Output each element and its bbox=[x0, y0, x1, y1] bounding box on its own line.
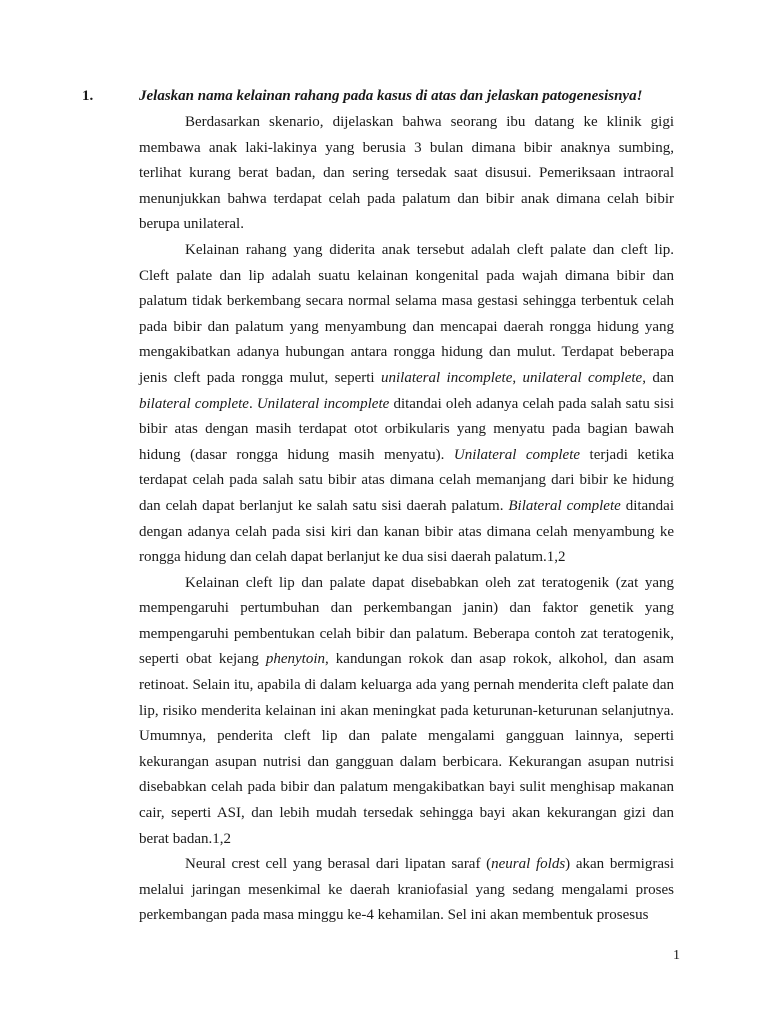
italic-term: Bilateral complete bbox=[508, 497, 621, 514]
body-paragraph bbox=[139, 852, 674, 929]
text-run: ditandai dengan adanya celah pada sisi kiri dan kanan bibir atas dimana celah menyambung ke rongga hidung dan celah dapat berlanjut ke dua sisi daerah palatum.1,2 bbox=[139, 497, 675, 566]
body-paragraph bbox=[139, 571, 674, 853]
italic-term: unilateral incomplete bbox=[381, 369, 513, 386]
text-run: ditandai oleh adanya celah pada salah satu sisi bibir atas dengan masih terdapat otot orbikularis yang menyatu pada bagian bawah hidung (dasar rongga hidung masih menyatu). bbox=[139, 395, 674, 463]
question-number: 1. bbox=[82, 88, 94, 104]
text-run: , kandungan rokok dan asap rokok, alkohol, dan asam retinoat. Selain itu, apabila di dalam keluarga ada yang pernah menderita cleft palate dan lip, risiko menderita kelainan ini akan meningkat pada keturunan-keturunan selanjutnya. Umumnya, penderita cleft lip dan palate mengalami gangguan lainnya, seperti kekurangan asupan nutrisi dan gangguan dalam berbicara. Kekurangan asupan nutrisi disebabkan celah pada bibir dan palatum mengakibatkan bayi sulit menghisap makanan cair, seperti ASI, dan lebih mudah tersedak sehingga bayi akan kekurangan gizi dan berat badan.1,2 bbox=[139, 651, 675, 847]
page-number: 1 bbox=[673, 948, 680, 963]
text-run: Berdasarkan skenario, dijelaskan bahwa seorang ibu datang ke klinik gigi membawa anak laki-lakinya yang berusia 3 bulan dimana bibir anaknya sumbing, terlihat kurang berat badan, dan sering tersedak saat disusui. Pemeriksaan intraoral menunjukkan bahwa terdapat celah pada palatum dan bibir anak dimana celah bibir berupa unilateral. bbox=[139, 114, 674, 233]
body-paragraph bbox=[139, 238, 674, 571]
question-heading: Jelaskan nama kelainan rahang pada kasus di atas dan jelaskan patogenesisnya! bbox=[139, 88, 643, 104]
italic-term: unilateral complete bbox=[522, 369, 643, 386]
text-run: Kelainan rahang yang diderita anak tersebut adalah cleft palate dan cleft lip. Cleft palate dan lip adalah suatu kelainan kongenital pada wajah dimana bibir dan palatum tidak berkembang secara normal selama masa gestasi sehingga terbentuk celah pada bibir dan palatum yang menyambung dan mencapai daerah rongga hidung yang mengakibatkan adanya hubungan antara rongga hidung dan mulut. Terdapat beberapa jenis cleft pada rongga mulut, seperti bbox=[139, 241, 674, 386]
italic-term: neural folds bbox=[491, 856, 566, 873]
italic-term: Unilateral incomplete bbox=[256, 395, 390, 412]
text-run: . bbox=[248, 395, 257, 412]
text-run: terjadi ketika terdapat celah pada salah satu bibir atas dimana celah memanjang dari bibir ke hidung dan celah dapat berlanjut ke salah satu sisi daerah palatum. bbox=[139, 446, 675, 514]
text-run: Kelainan cleft lip dan palate dapat disebabkan oleh zat teratogenik (zat yang mempengaruhi pertumbuhan dan perkembangan janin) dan faktor genetik yang mempengaruhi pembentukan celah bibir dan palatum. Beberapa contoh zat teratogenik, seperti obat kejang bbox=[139, 574, 674, 668]
answer-body bbox=[139, 110, 674, 929]
text-run: ) akan bermigrasi melalui jaringan mesenkimal ke daerah kraniofasial yang sedang mengalami proses perkembangan pada masa minggu ke-4 kehamilan. Sel ini akan membentuk prosesus bbox=[139, 856, 674, 924]
italic-term: bilateral complete bbox=[139, 395, 249, 412]
italic-term: Unilateral complete bbox=[453, 446, 581, 463]
italic-term: phenytoin bbox=[265, 651, 326, 668]
text-run: , bbox=[512, 369, 523, 386]
body-paragraph bbox=[139, 110, 674, 238]
text-run: , dan bbox=[642, 369, 674, 386]
text-run: Neural crest cell yang berasal dari lipatan saraf ( bbox=[185, 856, 492, 873]
